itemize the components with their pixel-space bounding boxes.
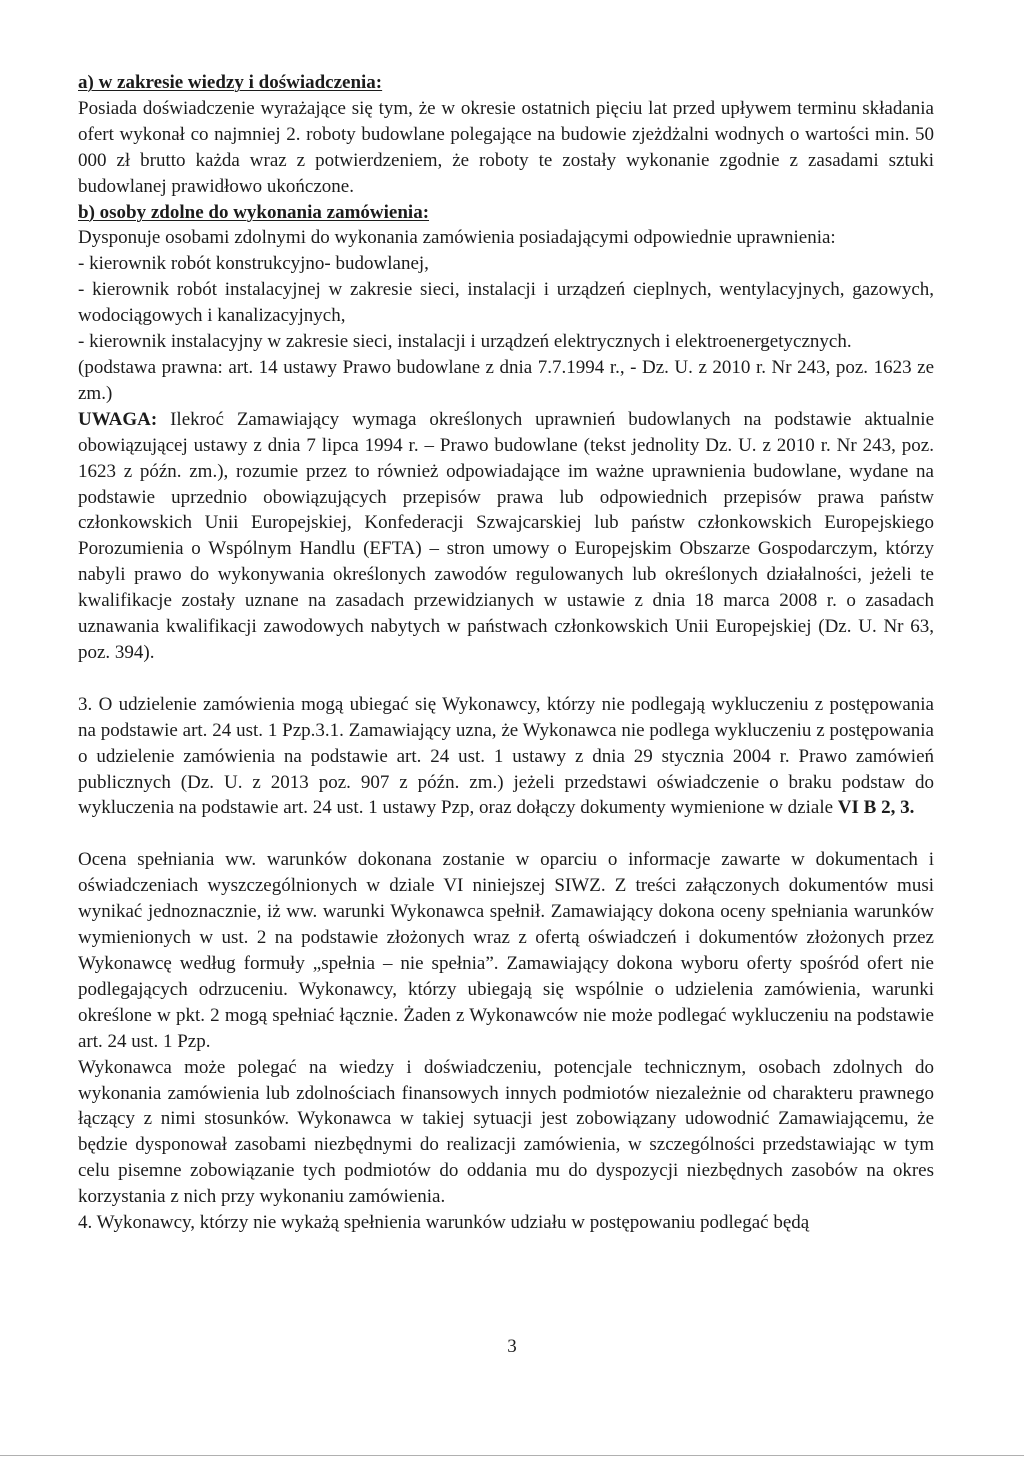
section-a-heading: a) w zakresie wiedzy i doświadczenia: [78,72,383,93]
list-item-construction-manager: - kierownik robót konstrukcyjno- budowlanej, [78,253,429,275]
section-b-intro: Dysponuje osobami zdolnymi do wykonania zamówienia posiadającymi odpowiednie uprawnienia: [78,227,836,249]
point-4-paragraph: 4. Wykonawcy, którzy nie wykażą spełnienia warunków udziału w postępowaniu podlegać będą [78,1212,810,1234]
uwaga-label: UWAGA: [78,408,158,430]
scan-edge-divider [0,1455,1024,1456]
section-b-heading: b) osoby zdolne do wykonania zamówienia: [78,201,430,223]
spacer [78,821,934,847]
uwaga-paragraph [78,407,934,666]
point-3-section-ref: VI B 2, 3. [837,797,915,819]
point-3-text: 3. O udzielenie zamówienia mogą ubiegać się Wykonawcy, którzy nie podlegają wykluczeniu z postępowania na podstawie art. 24 ust. 1 Pzp.3.1. Zamawiający uzna, że Wykonawca nie podlega wykluczeniu z postępowania o udzielenie zamówienia na podstawie art. 24 ust. 1 ustawy z dnia 29 stycznia 2004 r. Prawo zamówień publicznych (Dz. U. z 2013 poz. 907 z późn. zm.) jeżeli przedstawi oświadczenie o braku podstaw do wykluczenia na podstawie art. 24 ust. 1 ustawy Pzp, oraz dołączy dokumenty wymienione w dziale [78,693,934,819]
legal-basis-note: (podstawa prawna: art. 14 ustawy Prawo budowlane z dnia 7.7.1994 r., - Dz. U. z 2010 r. Nr 243, poz. 1623 ze zm.) [78,356,934,404]
page-number: 3 [507,1336,517,1357]
point-3-paragraph [78,692,934,822]
reliance-paragraph: Wykonawca może polegać na wiedzy i doświadczeniu, potencjale technicznym, osobach zdolnych do wykonania zamówienia lub zdolnościach finansowych innych podmiotów niezależnie od charakteru prawnego łączący z nimi stosunków. Wykonawca w takiej sytuacji jest zobowiązany udowodnić Zamawiającemu, że będzie dysponował zasobami niezbędnymi do realizacji zamówienia, w szczególności przedstawiając w tym celu pisemne zobowiązanie tych podmiotów do oddania mu do dyspozycji niezbędnych zasobów na okres korzystania z nich przy wykonaniu zamówienia. [78,1056,934,1208]
assessment-paragraph: Ocena spełniania ww. warunków dokonana zostanie w oparciu o informacje zawarte w dokumentach i oświadczeniach wyszczególnionych w dziale VI niniejszej SIWZ. Z treści załączonych dokumentów musi wynikać jednoznacznie, iż ww. warunki Wykonawca spełnił. Zamawiający dokona oceny spełniania warunków wymienionych w ust. 2 na podstawie złożonych wraz z ofertą oświadczeń i dokumentów złożonych przez Wykonawcę według formuły „spełnia – nie spełnia”. Zamawiający dokona wyboru oferty spośród ofert nie podlegających odrzuceniu. Wykonawcy, którzy ubiegają się wspólnie o udzielenia zamówienia, warunki określone w pkt. 2 mogą spełniać łącznie. Żaden z Wykonawców nie może podlegać wykluczeniu na podstawie art. 24 ust. 1 Pzp. [78,849,934,1052]
uwaga-text: Ilekroć Zamawiający wymaga określonych uprawnień budowlanych na podstawie aktualnie obowiązującej ustawy z dnia 7 lipca 1994 r. – Prawo budowlane (tekst jednolity Dz. U. z 2010 r. Nr 243, poz. 1623 z późn. zm.), rozumie przez to również odpowiadające im ważne uprawnienia budowlane, wydane na podstawie uprzednio obowiązujących przepisów prawa lub odpowiednich przepisów prawa państw członkowskich Unii Europejskiej, Konfederacji Szwajcarskiej lub państw członkowskich Europejskiego Porozumienia o Wspólnym Handlu (EFTA) – stron umowy o Europejskim Obszarze Gospodarczym, którzy nabyli prawo do wykonywania określonych zawodów regulowanych lub określonych działalności, jeżeli te kwalifikacje zostały uznane na zasadach przewidzianych w ustawie z dnia 18 marca 2008 r. o zasadach uznawania kwalifikacji zawodowych nabytych w państwach członkowskich Unii Europejskiej (Dz. U. Nr 63, poz. 394). [78,408,934,663]
list-item-installation-manager-electrical: - kierownik instalacyjny w zakresie sieci, instalacji i urządzeń elektrycznych i elektroenergetycznych. [78,331,852,353]
list-item-installation-manager-sanitary: - kierownik robót instalacyjnej w zakresie sieci, instalacji i urządzeń cieplnych, wentylacyjnych, gazowych, wodociągowych i kanalizacyjnych, [78,279,934,327]
spacer [78,666,934,692]
document-page [78,70,934,1236]
section-a-text: Posiada doświadczenie wyrażające się tym, że w okresie ostatnich pięciu lat przed upływem terminu składania ofert wykonał co najmniej 2. roboty budowlane polegające na budowie zjeżdżalni wodnych o wartości min. 50 000 zł brutto każda wraz z potwierdzeniem, że roboty te zostały wykonanie zgodnie z zasadami sztuki budowlanej prawidłowo ukończone. [78,97,934,197]
